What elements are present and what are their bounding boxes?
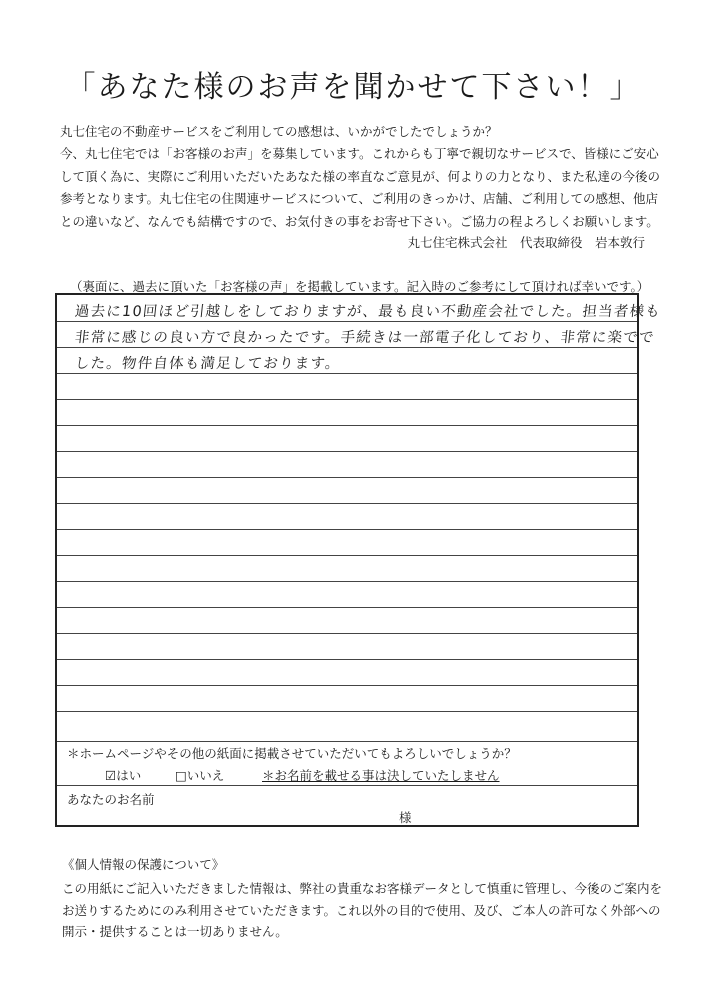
- intro-line: との違いなど、なんでも結構ですので、お気付きの事をお寄せ下さい。ご協力の程よろしくお願いします。: [60, 213, 659, 229]
- privacy-line: この用紙にご記入いただきました情報は、弊社の貴重なお客様データとして慎重に管理し、今後のご案内を: [62, 881, 663, 896]
- handwritten-line: 過去に10回ほど引越しをしておりますが、最も良い不動産会社でした。担当者様も: [74, 304, 662, 320]
- comment-area[interactable]: [57, 295, 662, 742]
- no-checkbox[interactable]: □いいえ: [175, 768, 225, 783]
- ruled-line: [57, 607, 637, 608]
- yes-checkbox[interactable]: ☑はい: [105, 768, 142, 783]
- ruled-line: [57, 685, 637, 686]
- name-label: あなたのお名前: [67, 792, 155, 807]
- ruled-line: [57, 503, 637, 504]
- feedback-form: [55, 293, 662, 827]
- ruled-line: [57, 451, 637, 452]
- ruled-line: [57, 555, 637, 556]
- ruled-line: [57, 711, 637, 712]
- honorific: 様: [399, 810, 412, 825]
- privacy-line: お送りするためにのみ利用させていただきます。これ以外の目的で使用、及び、ご本人の許可なく外部への: [62, 902, 661, 918]
- handwritten-line: した。物件自体も満足しております。: [74, 356, 342, 372]
- ruled-line: [57, 581, 637, 582]
- page-title: 「あなた様のお声を聞かせて下さい！」: [65, 70, 642, 105]
- ruled-line: [57, 659, 637, 660]
- ruled-line: [57, 321, 637, 322]
- reference-note: （裏面に、過去に頂いた「お客様の声」を掲載しています。記入時のご参考にして頂ければ幸いです。）: [70, 279, 650, 294]
- intro-line: して頂く為に、実際にご利用いただいたあなた様の率直なご意見が、何よりの力となり、また私達の今後の: [60, 168, 661, 184]
- handwritten-line: 非常に感じの良い方で良かったです。手続きは一部電子化しており、非常に楽でで: [74, 330, 656, 346]
- privacy-line: 開示・提供することは一切ありません。: [62, 924, 288, 939]
- signature: 丸七住宅株式会社 代表取締役 岩本敦行: [407, 235, 645, 250]
- intro-line: 丸七住宅の不動産サービスをご利用しての感想は、いかがでしたでしょうか？: [60, 124, 498, 139]
- ruled-line: [57, 477, 637, 478]
- ruled-line: [57, 633, 637, 634]
- intro-line: 参考となります。丸七住宅の住関連サービスについて、ご利用のきっかけ、店舗、ご利用しての感想、他店: [60, 191, 659, 207]
- permission-question: ＊ホームページやその他の紙面に掲載させていただいてもよろしいでしょうか？: [67, 746, 517, 761]
- intro-line: 今、丸七住宅では「お客様のお声」を募集しています。これからも丁寧で親切なサービスで、皆様にご安心: [60, 146, 659, 162]
- intro-text: [60, 121, 660, 233]
- ruled-line: [57, 425, 637, 426]
- ruled-line: [57, 347, 637, 348]
- name-privacy-note: ＊お名前を載せる事は決していたしません: [262, 768, 500, 783]
- privacy-text: [62, 878, 662, 943]
- divider: [57, 785, 637, 786]
- ruled-line: [57, 399, 637, 400]
- ruled-line: [57, 741, 637, 742]
- privacy-heading: 《個人情報の保護について》: [62, 857, 225, 872]
- ruled-line: [57, 529, 637, 530]
- ruled-line: [57, 373, 637, 374]
